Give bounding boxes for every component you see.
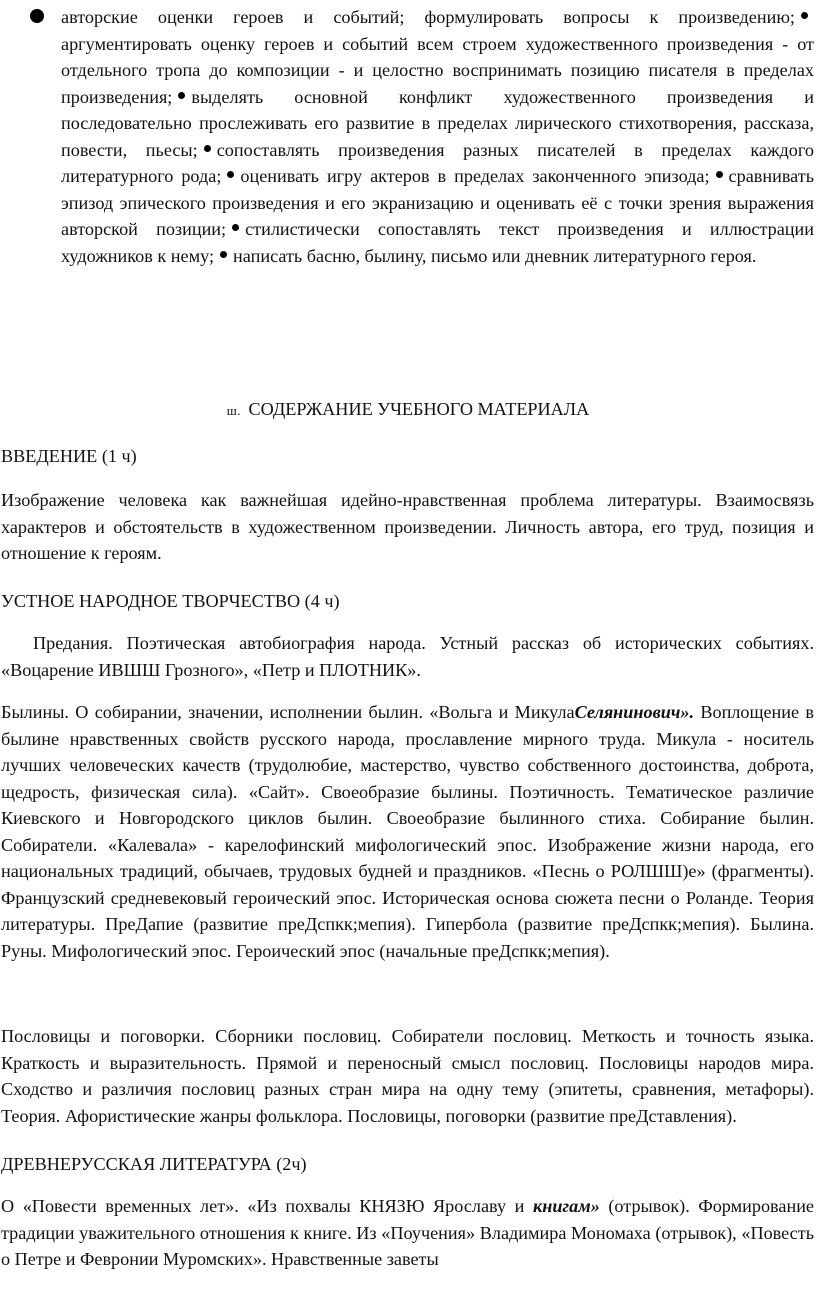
bullet-icon bbox=[204, 145, 211, 152]
bullet-item: выделять основной конфликт художественного произведения и последовательно прослеживать его развитие в пределах лирического стихотворения, рассказа, повести, пьесы; bbox=[61, 86, 814, 160]
bullet-item: аргументировать оценку героев и событий всем строем художественного произведения - от отдельного тропа до композиции - и целостно воспринимать позицию писателя в пределах произведения; bbox=[61, 33, 814, 107]
bullet-item: оценивать игру актеров в пределах законченного эпизода; bbox=[240, 166, 710, 186]
section-number: ш. bbox=[226, 403, 241, 418]
bullet-icon bbox=[178, 92, 185, 99]
intro-heading: ВВЕДЕНИЕ (1 ч) bbox=[1, 446, 137, 466]
bullet-icon bbox=[801, 12, 808, 19]
old-russian-text-start: О «Повести временных лет». «Из похвалы КНЯЗЮ Ярославу и bbox=[1, 1196, 533, 1216]
bullet-item: авторские оценки героев и событий; формулировать вопросы к произведению; bbox=[61, 7, 795, 27]
bullet-item: сравнивать эпизод эпического произведения и его экранизацию и оценивать её с точки зрения выражения авторской позиции; bbox=[61, 166, 815, 239]
old-russian-text-rest: (отрывок). Формирование традиции уважительного отношения к книге. Из «Поучения» Владимира Мономаха (отрывок), «Повесть о Петре и Февронии Муромских». Нравственные заветы bbox=[1, 1196, 815, 1269]
legends-paragraph: Предания. Поэтическая автобиография народа. Устный рассказ об исторических событиях. «Воцарение ИВШШ Грозного», «Петр и ПЛОТНИК». bbox=[1, 633, 814, 680]
old-russian-paragraph bbox=[1, 1193, 814, 1273]
old-russian-heading: ДРЕВНЕРУССКАЯ ЛИТЕРАТУРА (2ч) bbox=[1, 1154, 307, 1174]
intro-paragraph: Изображение человека как важнейшая идейно-нравственная проблема литературы. Взаимосвязь характеров и обстоятельств в художественном произведении. Личность автора, его труд, позиция и отношение к героям. bbox=[1, 490, 814, 563]
bylina-text-start: Былины. О собирании, значении, исполнении былин. «Вольга и Микула bbox=[1, 702, 575, 722]
bylina-title-emphasis: Селянинович». bbox=[574, 702, 695, 722]
bullet-item: стилистически сопоставлять текст произведения и иллюстрации художников к нему; bbox=[61, 219, 814, 266]
folk-heading: УСТНОЕ НАРОДНОЕ ТВОРЧЕСТВО (4 ч) bbox=[1, 591, 340, 611]
skills-bullet-list bbox=[61, 4, 814, 269]
bylina-text-rest: Воплощение в былине нравственных свойств русского народа, прославление мирного труда. Микула - носитель лучших человеческих качеств (трудолюбие, мастерство, чувство собственного достоинства, доброта, щедрость, физическая сила). «Сайт». Своеобразие былины. Поэтичность. Тематическое различие Киевского и Новгородского циклов былин. Своеобразие былинного стиха. Собирание былин. Собиратели. «Калевала» - карелофинский мифологический эпос. Изображение жизни народа, его национальных традиций, обычаев, трудовых будней и праздников. «Песнь о РОЛШШ)е» (фрагменты). Французский средневековый героический эпос. Историческая основа сюжета песни о Роланде. Теория литературы. ПреДапие (развитие преДспкк;мепия). Гипербола (развитие преДспкк;мепия). Былина. Руны. Мифологический эпос. Героический эпос (начальные преДспкк;мепия). bbox=[1, 702, 814, 961]
bylina-paragraph bbox=[1, 699, 814, 964]
old-russian-emphasis: книгам» bbox=[533, 1196, 600, 1216]
bullet-icon bbox=[30, 9, 44, 23]
bullet-icon bbox=[220, 251, 227, 258]
proverbs-paragraph: Пословицы и поговорки. Сборники пословиц. Собиратели пословиц. Меткость и точность языка. Краткость и выразительность. Прямой и переносный смысл пословиц. Пословицы народов мира. Сходство и различия пословиц разных стран мира на одну тему (эпитеты, сравнения, метафоры). Теория. Афористические жанры фольклора. Пословицы, поговорки (развитие преДставления). bbox=[1, 1026, 814, 1126]
bullet-item: сопоставлять произведения разных писателей в пределах каждого литературного рода; bbox=[61, 139, 814, 186]
bullet-item: написать басню, былину, письмо или дневник литературного героя. bbox=[233, 245, 757, 266]
bullet-icon bbox=[227, 171, 234, 178]
bullet-icon bbox=[232, 224, 239, 231]
bullet-icon bbox=[716, 171, 723, 178]
section-title bbox=[0, 396, 816, 424]
section-title-text: СОДЕРЖАНИЕ УЧЕБНОГО МАТЕРИАЛА bbox=[248, 399, 590, 419]
